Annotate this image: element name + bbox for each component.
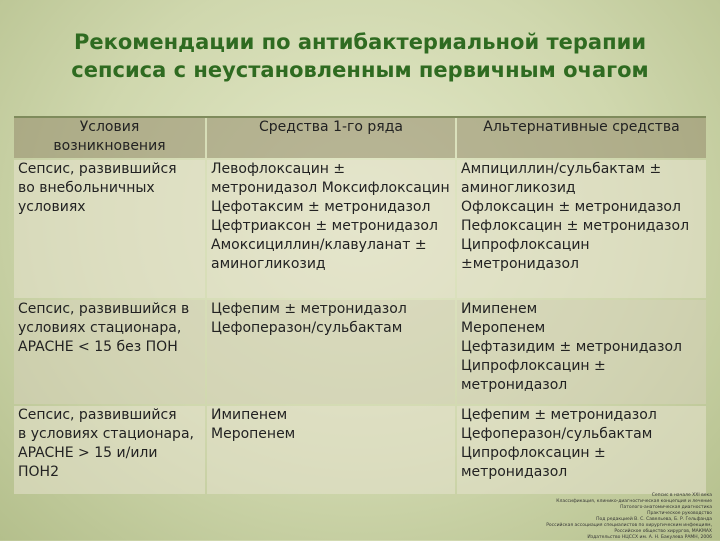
- cell-line: Имипенем: [211, 407, 288, 423]
- cell-line: Пефлоксацин ± метронидазол: [461, 218, 690, 234]
- header-first-line-label: Средства 1-го ряда: [259, 119, 403, 135]
- citation-line: Классификация, клинико-диагностическая концепция и лечение: [556, 499, 712, 504]
- cell-line: в условиях стационара,: [18, 426, 194, 442]
- cell-line: условиях: [18, 199, 86, 215]
- citation-line: Российская ассоциация специалистов по хирургическим инфекциям,: [546, 523, 712, 528]
- header-conditions-line-2: возникновения: [53, 138, 166, 154]
- row-3-condition: [14, 406, 205, 494]
- row-1-first-line: [207, 160, 455, 298]
- citation-line: Патолого-анатомическая диагностика: [620, 505, 712, 510]
- cell-line: ±метронидазол: [461, 256, 579, 272]
- cell-line: ПОН2: [18, 464, 59, 480]
- row-3-first-line: [207, 406, 455, 494]
- cell-line: Сепсис, развившийся: [18, 407, 177, 423]
- cell-line: Цефоперазон/сульбактам: [211, 320, 403, 336]
- cell-line: метронидазол Моксифлоксацин: [211, 180, 450, 196]
- row-3-alternative: [457, 406, 706, 494]
- cell-line: Цефоперазон/сульбактам: [461, 426, 653, 442]
- row-2-first-line: [207, 300, 455, 404]
- cell-line: Цефтазидим ± метронидазол: [461, 339, 682, 355]
- cell-line: Ципрофлоксацин: [461, 237, 590, 253]
- cell-line: APACHE < 15 без ПОН: [18, 339, 178, 355]
- cell-line: Цефтриаксон ± метронидазол: [211, 218, 438, 234]
- cell-line: Цефепим ± метронидазол: [461, 407, 657, 423]
- cell-line: аминогликозид: [461, 180, 576, 196]
- therapy-table: [14, 116, 706, 494]
- cell-line: Цефепим ± метронидазол: [211, 301, 407, 317]
- row-2-alternative: [457, 300, 706, 404]
- row-1-condition: [14, 160, 205, 298]
- slide-title: [20, 28, 700, 84]
- header-first-line: [207, 118, 455, 158]
- cell-line: Ципрофлоксацин ±: [461, 358, 606, 374]
- header-alternative: [457, 118, 706, 158]
- cell-line: Сепсис, развившийся в: [18, 301, 190, 317]
- header-conditions: [14, 118, 205, 158]
- title-line-1: Рекомендации по антибактериальной терапии: [73, 30, 647, 54]
- cell-line: условиях стационара,: [18, 320, 182, 336]
- header-conditions-line-1: Условия: [79, 119, 140, 135]
- citation-line: Издательство НЦССХ им. А. Н. Бакулева РАМН, 2006: [587, 535, 712, 540]
- cell-line: APACHE > 15 и/или: [18, 445, 158, 461]
- citation-line: Практическое руководство: [647, 511, 712, 516]
- cell-line: Ципрофлоксацин ±: [461, 445, 606, 461]
- citation-line: Под редакцией В. С. Савельева, Б. Р. Гельфанда: [596, 517, 712, 522]
- cell-line: Цефотаксим ± метронидазол: [211, 199, 431, 215]
- title-line-2: сепсиса с неустановленным первичным очагом: [71, 58, 649, 82]
- cell-line: Меропенем: [211, 426, 296, 442]
- cell-line: Меропенем: [461, 320, 546, 336]
- cell-line: Амоксициллин/клавуланат ±: [211, 237, 427, 253]
- cell-line: Имипенем: [461, 301, 538, 317]
- row-2-condition: [14, 300, 205, 404]
- cell-line: Сепсис, развившийся: [18, 161, 177, 177]
- cell-line: аминогликозид: [211, 256, 326, 272]
- row-1-alternative: [457, 160, 706, 298]
- cell-line: метронидазол: [461, 377, 568, 393]
- source-citation: [382, 493, 712, 541]
- citation-line: Российское общество хирургов, МАКМАХ: [614, 529, 712, 534]
- cell-line: во внебольничных: [18, 180, 155, 196]
- cell-line: метронидазол: [461, 464, 568, 480]
- citation-line: Сепсис в начале XXI века: [651, 493, 712, 498]
- header-alternative-label: Альтернативные средства: [483, 119, 680, 135]
- cell-line: Левофлоксацин ±: [211, 161, 346, 177]
- cell-line: Ампициллин/сульбактам ±: [461, 161, 662, 177]
- cell-line: Офлоксацин ± метронидазол: [461, 199, 681, 215]
